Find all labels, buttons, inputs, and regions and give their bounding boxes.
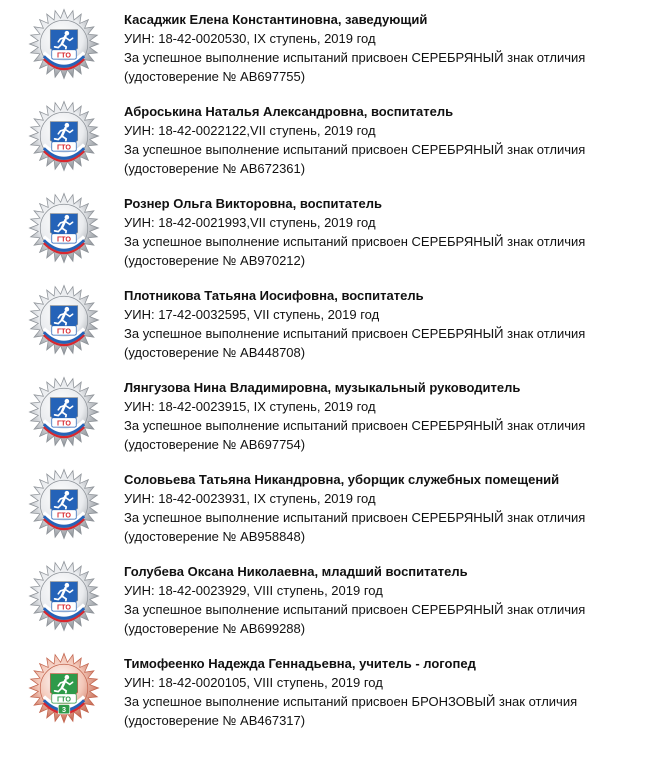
certificate-line: (удостоверение № АВ970212) — [124, 253, 306, 268]
uin-line: УИН: 18-42-0023929, VIII ступень, 2019 год — [124, 583, 383, 598]
gto-badge-icon — [28, 560, 100, 632]
uin-line: УИН: 18-42-0022122,VII ступень, 2019 год — [124, 123, 376, 138]
certificate-line: (удостоверение № АВ672361) — [124, 161, 306, 176]
entry-text — [124, 102, 585, 178]
svg-text:3: 3 — [62, 704, 66, 714]
uin-line: УИН: 17-42-0032595, VII ступень, 2019 год — [124, 307, 380, 322]
entry-text — [124, 654, 577, 730]
gto-badge-icon — [28, 192, 100, 264]
certificate-line: (удостоверение № АВ697754) — [124, 437, 306, 452]
entry-text — [124, 10, 585, 86]
gto-badge-icon — [28, 284, 100, 356]
award-line: За успешное выполнение испытаний присвоен СЕРЕБРЯНЫЙ знак отличия — [124, 418, 586, 433]
list-item — [0, 276, 654, 368]
award-line: За успешное выполнение испытаний присвоен СЕРЕБРЯНЫЙ знак отличия — [124, 50, 586, 65]
person-name: Тимофеенко Надежда Геннадьевна, учитель - логопед — [124, 656, 476, 671]
list-item — [0, 368, 654, 460]
gto-badge-icon — [28, 100, 100, 172]
award-line: За успешное выполнение испытаний присвоен СЕРЕБРЯНЫЙ знак отличия — [124, 234, 586, 249]
gto-badge-icon — [28, 468, 100, 540]
svg-text:ГТО: ГТО — [57, 234, 71, 244]
entry-text — [124, 378, 585, 454]
svg-text:ГТО: ГТО — [57, 326, 71, 336]
entry-text — [124, 562, 585, 638]
certificate-line: (удостоверение № АВ448708) — [124, 345, 306, 360]
certificate-line: (удостоверение № АВ699288) — [124, 621, 306, 636]
entry-text — [124, 470, 585, 546]
svg-text:ГТО: ГТО — [57, 694, 71, 704]
list-item — [0, 460, 654, 552]
svg-text:ГТО: ГТО — [57, 50, 71, 60]
certificate-line: (удостоверение № АВ697755) — [124, 69, 306, 84]
uin-line: УИН: 18-42-0023931, IX ступень, 2019 год — [124, 491, 376, 506]
person-name: Голубева Оксана Николаевна, младший воспитатель — [124, 564, 468, 579]
award-line: За успешное выполнение испытаний присвоен СЕРЕБРЯНЫЙ знак отличия — [124, 602, 586, 617]
person-name: Плотникова Татьяна Иосифовна, воспитатель — [124, 288, 424, 303]
list-item — [0, 552, 654, 644]
list-item — [0, 0, 654, 92]
person-name: Аброськина Наталья Александровна, воспитатель — [124, 104, 454, 119]
svg-text:ГТО: ГТО — [57, 510, 71, 520]
gto-badge-icon — [28, 652, 100, 724]
gto-badge-icon — [28, 8, 100, 80]
uin-line: УИН: 18-42-0020530, IX ступень, 2019 год — [124, 31, 376, 46]
certificate-line: (удостоверение № АВ958848) — [124, 529, 306, 544]
person-name: Соловьева Татьяна Никандровна, уборщик служебных помещений — [124, 472, 560, 487]
svg-text:ГТО: ГТО — [57, 418, 71, 428]
entry-text — [124, 286, 585, 362]
award-line: За успешное выполнение испытаний присвоен СЕРЕБРЯНЫЙ знак отличия — [124, 510, 586, 525]
award-line: За успешное выполнение испытаний присвоен СЕРЕБРЯНЫЙ знак отличия — [124, 142, 586, 157]
uin-line: УИН: 18-42-0023915, IX ступень, 2019 год — [124, 399, 376, 414]
list-item — [0, 92, 654, 184]
list-item — [0, 184, 654, 276]
person-name: Лянгузова Нина Владимировна, музыкальный руководитель — [124, 380, 521, 395]
uin-line: УИН: 18-42-0021993,VII ступень, 2019 год — [124, 215, 376, 230]
certificate-line: (удостоверение № АВ467317) — [124, 713, 306, 728]
entry-text — [124, 194, 585, 270]
person-name: Касаджик Елена Константиновна, заведующий — [124, 12, 428, 27]
person-name: Рознер Ольга Викторовна, воспитатель — [124, 196, 382, 211]
svg-text:ГТО: ГТО — [57, 142, 71, 152]
list-item — [0, 644, 654, 736]
award-line: За успешное выполнение испытаний присвоен БРОНЗОВЫЙ знак отличия — [124, 694, 578, 709]
svg-text:ГТО: ГТО — [57, 602, 71, 612]
uin-line: УИН: 18-42-0020105, VIII ступень, 2019 год — [124, 675, 383, 690]
award-line: За успешное выполнение испытаний присвоен СЕРЕБРЯНЫЙ знак отличия — [124, 326, 586, 341]
gto-badge-icon — [28, 376, 100, 448]
